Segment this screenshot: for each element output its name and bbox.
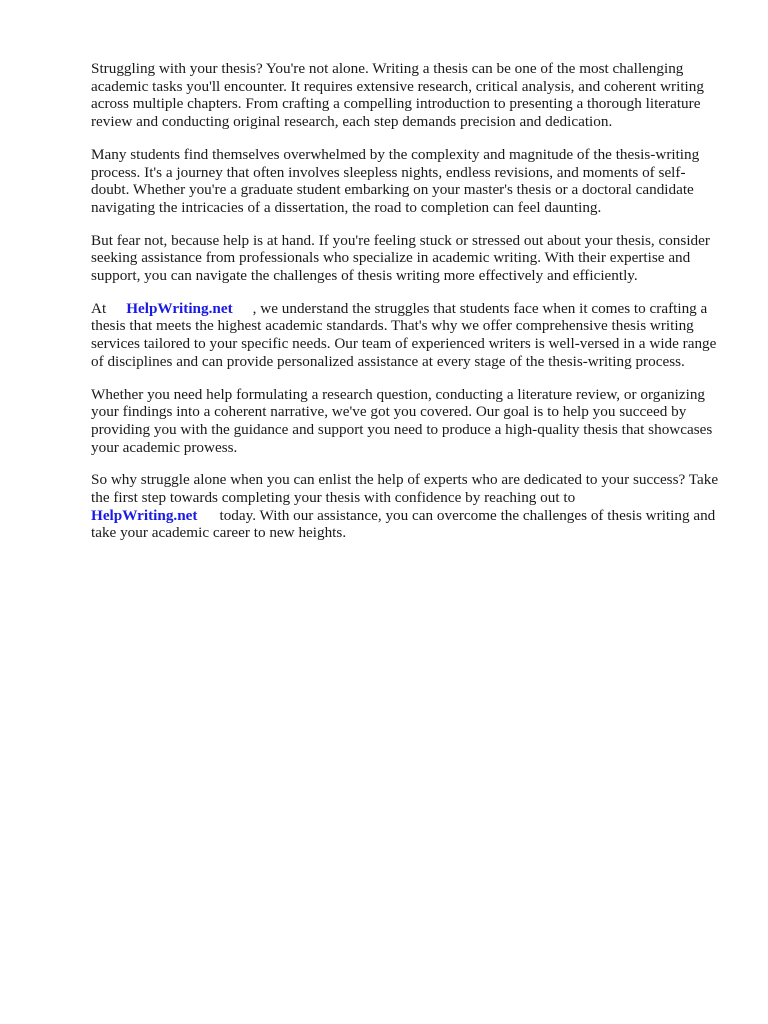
paragraph-4-rest: , we understand the struggles that students face when it comes to crafting a thesis that meets the highest academic standards. That's why we offer comprehensive thesis writing services tailored to your specific needs. Our team of experienced writers is well-versed in a wide range of disciplines and can provide personalized assistance at every stage of the thesis-writing process. (91, 299, 717, 370)
document-page (91, 60, 723, 557)
paragraph-4-lead: At (91, 299, 107, 317)
paragraph-5: Whether you need help formulating a research question, conducting a literature review, or organizing your findings into a coherent narrative, we've got you covered. Our goal is to help you succeed by providing you with the guidance and support you need to produce a high-quality thesis that showcases your academic prowess. (91, 385, 713, 456)
paragraph-2: Many students find themselves overwhelmed by the complexity and magnitude of the thesis-writing process. It's a journey that often involves sleepless nights, endless revisions, and moments of self-doubt. Whether you're a graduate student embarking on your master's thesis or a doctoral candidate navigating the intricacies of a dissertation, the road to completion can feel daunting. (91, 145, 700, 216)
paragraph-1: Struggling with your thesis? You're not alone. Writing a thesis can be one of the most challenging academic tasks you'll encounter. It requires extensive research, critical analysis, and coherent writing across multiple chapters. From crafting a compelling introduction to presenting a thorough literature review and conducting original research, each step demands precision and dedication. (91, 60, 704, 131)
helpwriting-link-2[interactable]: HelpWriting.net (91, 506, 198, 524)
paragraph-6 (91, 471, 723, 542)
helpwriting-link-1[interactable]: HelpWriting.net (126, 299, 233, 317)
paragraph-6-lead: So why struggle alone when you can enlist the help of experts who are dedicated to your success? Take the first step towards completing your thesis with confidence by reaching out to (91, 471, 719, 507)
paragraph-3: But fear not, because help is at hand. If you're feeling stuck or stressed out about your thesis, consider seeking assistance from professionals who specialize in academic writing. With their expertise and support, you can navigate the challenges of thesis writing more effectively and efficiently. (91, 231, 710, 285)
paragraph-4 (91, 300, 723, 371)
paragraph-6-rest: today. With our assistance, you can overcome the challenges of thesis writing and take your academic career to new heights. (91, 506, 716, 542)
